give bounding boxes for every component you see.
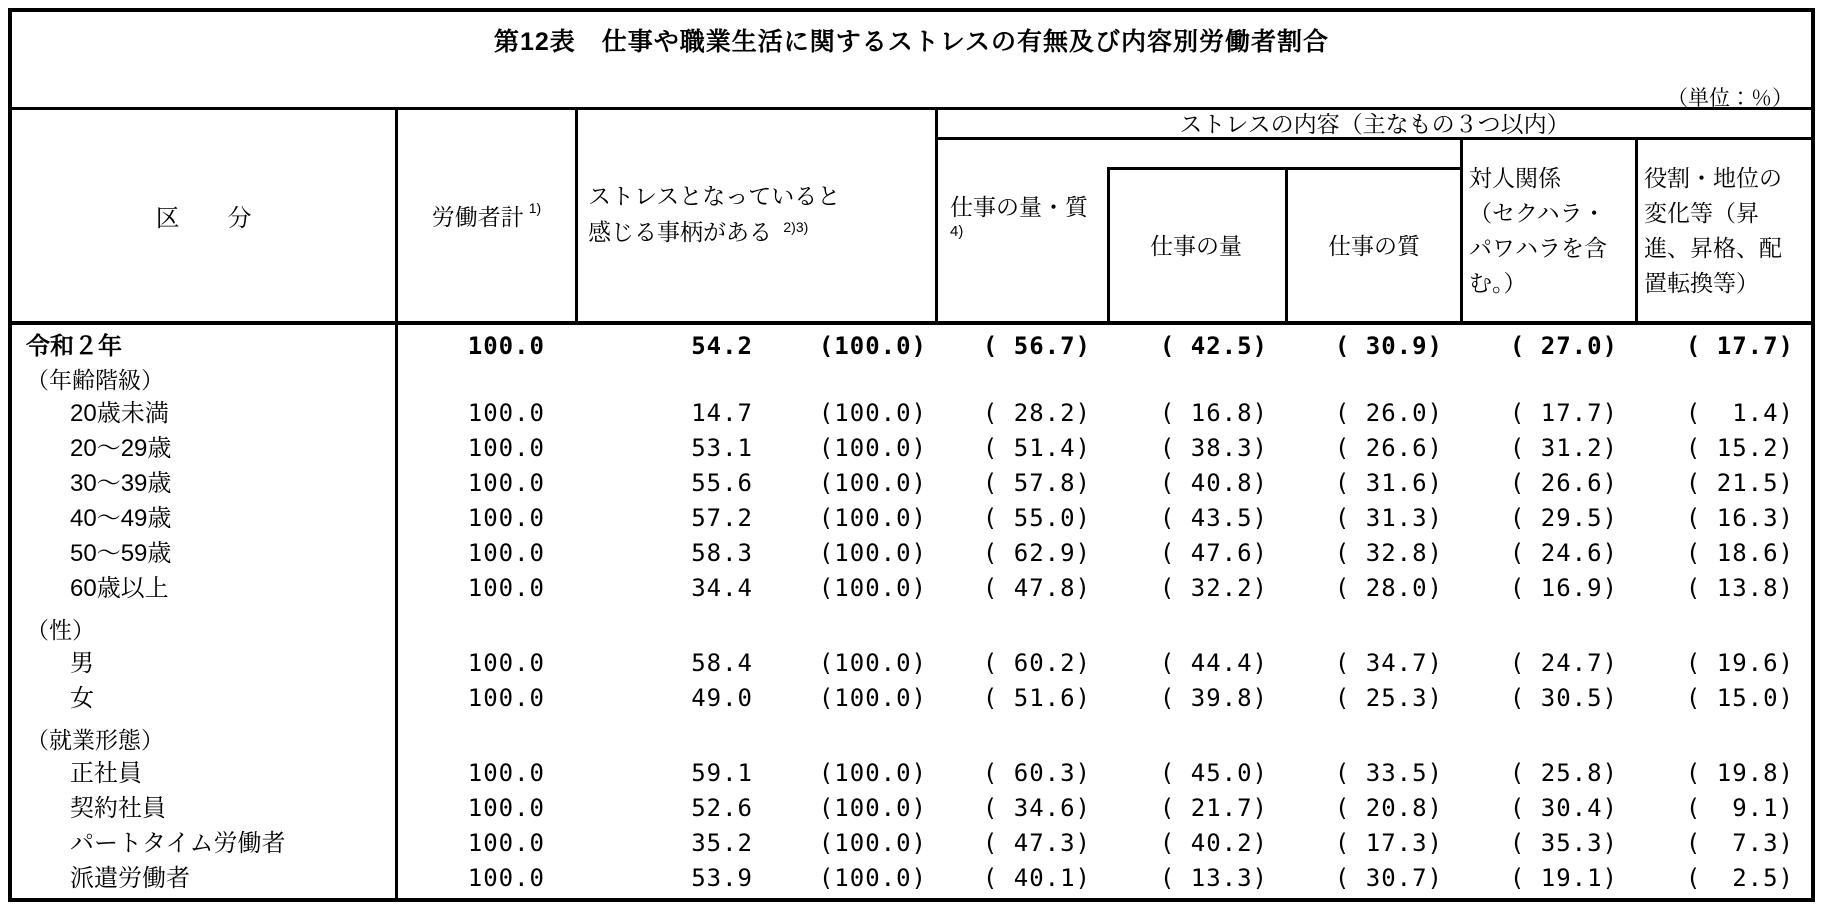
cell-value: ( 60.3) bbox=[982, 759, 1091, 787]
cell-value: ( 35.3) bbox=[1509, 829, 1618, 857]
cell-value: ( 15.0) bbox=[1685, 684, 1794, 712]
rows-container bbox=[12, 329, 1811, 896]
table-row bbox=[12, 431, 1811, 466]
table-row bbox=[12, 396, 1811, 431]
cell-value: (100.0) bbox=[818, 759, 927, 787]
row-label: 令和２年 bbox=[26, 333, 122, 360]
cell-value: (100.0) bbox=[818, 574, 927, 602]
column-divider-line bbox=[1635, 140, 1638, 321]
col-header-work-quality: 仕事の質 bbox=[1328, 232, 1420, 259]
table-row bbox=[12, 756, 1811, 791]
cell-value: 52.6 bbox=[691, 794, 753, 822]
table-row bbox=[12, 861, 1811, 896]
cell-value: ( 40.2) bbox=[1159, 829, 1268, 857]
cell-value: ( 34.6) bbox=[982, 794, 1091, 822]
cell-value: ( 1.4) bbox=[1685, 399, 1794, 427]
table-row bbox=[12, 501, 1811, 536]
table-row bbox=[12, 571, 1811, 606]
cell-value: 14.7 bbox=[691, 399, 753, 427]
cell-value: ( 26.6) bbox=[1509, 469, 1618, 497]
cell-value: ( 51.4) bbox=[982, 434, 1091, 462]
cell-value: 100.0 bbox=[467, 434, 545, 462]
cell-value: ( 38.3) bbox=[1159, 434, 1268, 462]
stress-exists-line2-wrap bbox=[588, 214, 935, 253]
cell-value: 58.3 bbox=[691, 539, 753, 567]
group-label-row bbox=[12, 364, 1811, 396]
cell-value: 49.0 bbox=[691, 684, 753, 712]
cell-value: ( 44.4) bbox=[1159, 649, 1268, 677]
cell-value: (100.0) bbox=[818, 649, 927, 677]
table-row bbox=[12, 329, 1811, 364]
cell-value: ( 27.0) bbox=[1509, 332, 1618, 360]
cell-value: ( 18.6) bbox=[1685, 539, 1794, 567]
table-row bbox=[12, 646, 1811, 681]
row-label: 派遣労働者 bbox=[70, 865, 190, 892]
col-header-worker-total bbox=[398, 110, 575, 321]
cell-value: ( 30.9) bbox=[1334, 332, 1443, 360]
stats-table bbox=[8, 8, 1815, 902]
cell-value: ( 9.1) bbox=[1685, 794, 1794, 822]
cell-value: (100.0) bbox=[818, 539, 927, 567]
col-header-work-load: 仕事の量 bbox=[1150, 232, 1242, 259]
cell-value: (100.0) bbox=[818, 332, 927, 360]
cell-value: ( 2.5) bbox=[1685, 864, 1794, 892]
col-header-stress-content-group: ストレスの内容（主なもの３つ以内） bbox=[1179, 110, 1570, 137]
col-header-classification: 区 分 bbox=[155, 205, 252, 232]
cell-value: ( 47.8) bbox=[982, 574, 1091, 602]
cell-value: ( 55.0) bbox=[982, 504, 1091, 532]
stress-exists-line2: 感じる事柄がある bbox=[588, 219, 772, 245]
cell-value: ( 32.8) bbox=[1334, 539, 1443, 567]
cell-value: 100.0 bbox=[467, 864, 545, 892]
cell-value: ( 21.7) bbox=[1159, 794, 1268, 822]
table-row bbox=[12, 826, 1811, 861]
cell-value: ( 32.2) bbox=[1159, 574, 1268, 602]
column-divider-line bbox=[1285, 167, 1288, 321]
cell-value: (100.0) bbox=[818, 399, 927, 427]
cell-value: 58.4 bbox=[691, 649, 753, 677]
cell-value: ( 40.1) bbox=[982, 864, 1091, 892]
cell-value: ( 16.9) bbox=[1509, 574, 1618, 602]
cell-value: ( 16.3) bbox=[1685, 504, 1794, 532]
stress-exists-line1: ストレスとなっていると bbox=[588, 183, 841, 209]
cell-value: 35.2 bbox=[691, 829, 753, 857]
cell-value: 100.0 bbox=[467, 649, 545, 677]
cell-value: ( 56.7) bbox=[982, 332, 1091, 360]
column-divider-line bbox=[935, 110, 938, 321]
cell-value: ( 20.8) bbox=[1334, 794, 1443, 822]
cell-value: (100.0) bbox=[818, 684, 927, 712]
col-header-interpersonal: 対人関係 （セクハラ・ パワハラを含 む。） bbox=[1469, 164, 1607, 296]
cell-value: ( 30.7) bbox=[1334, 864, 1443, 892]
cell-value: (100.0) bbox=[818, 829, 927, 857]
cell-value: ( 17.3) bbox=[1334, 829, 1443, 857]
cell-value: ( 40.8) bbox=[1159, 469, 1268, 497]
table-body bbox=[12, 325, 1811, 898]
cell-value: 55.6 bbox=[691, 469, 753, 497]
col-header-stress-exists bbox=[578, 110, 935, 321]
row-label: 女 bbox=[70, 685, 94, 712]
cell-value: 100.0 bbox=[467, 759, 545, 787]
cell-value: ( 24.6) bbox=[1509, 539, 1618, 567]
cell-value: ( 7.3) bbox=[1685, 829, 1794, 857]
group-label: （性） bbox=[26, 617, 95, 643]
column-divider-line bbox=[395, 110, 398, 321]
cell-value: ( 25.8) bbox=[1509, 759, 1618, 787]
cell-value: 100.0 bbox=[467, 469, 545, 497]
stub-divider-line bbox=[395, 325, 398, 898]
row-label: 40～49歳 bbox=[70, 505, 172, 532]
cell-value: ( 21.5) bbox=[1685, 469, 1794, 497]
cell-value: ( 42.5) bbox=[1159, 332, 1268, 360]
row-label: 正社員 bbox=[70, 760, 142, 787]
row-label: パートタイム労働者 bbox=[70, 830, 286, 857]
cell-value: ( 26.6) bbox=[1334, 434, 1443, 462]
cell-value: ( 47.6) bbox=[1159, 539, 1268, 567]
group-label-row bbox=[12, 724, 1811, 756]
cell-value: 53.9 bbox=[691, 864, 753, 892]
cell-value: 100.0 bbox=[467, 332, 545, 360]
col-header-role-change: 役割・地位の 変化等（昇 進、昇格、配 置転換等） bbox=[1644, 164, 1782, 296]
cell-value: ( 25.3) bbox=[1334, 684, 1443, 712]
row-label: 20～29歳 bbox=[70, 435, 172, 462]
cell-value: ( 47.3) bbox=[982, 829, 1091, 857]
cell-value: ( 16.8) bbox=[1159, 399, 1268, 427]
cell-value: (100.0) bbox=[818, 504, 927, 532]
cell-value: ( 62.9) bbox=[982, 539, 1091, 567]
cell-value: ( 39.8) bbox=[1159, 684, 1268, 712]
cell-value: ( 15.2) bbox=[1685, 434, 1794, 462]
col-header-work-load-quality bbox=[938, 140, 1107, 321]
cell-value: ( 13.8) bbox=[1685, 574, 1794, 602]
cell-value: 53.1 bbox=[691, 434, 753, 462]
group-label-row bbox=[12, 614, 1811, 646]
cell-value: ( 28.2) bbox=[982, 399, 1091, 427]
cell-value: 100.0 bbox=[467, 574, 545, 602]
cell-value: 34.4 bbox=[691, 574, 753, 602]
footnote-ref-4: 4) bbox=[950, 223, 964, 240]
table-row bbox=[12, 681, 1811, 716]
cell-value: 100.0 bbox=[467, 399, 545, 427]
footnote-ref-1: 1) bbox=[528, 199, 542, 216]
cell-value: ( 29.5) bbox=[1509, 504, 1618, 532]
table-title: 第12表 仕事や職業生活に関するストレスの有無及び内容別労働者割合 bbox=[493, 28, 1330, 56]
cell-value: 100.0 bbox=[467, 794, 545, 822]
cell-value: ( 17.7) bbox=[1509, 399, 1618, 427]
cell-value: ( 57.8) bbox=[982, 469, 1091, 497]
nested-box-left-line bbox=[1107, 167, 1110, 321]
column-divider-line bbox=[575, 110, 578, 321]
cell-value: ( 43.5) bbox=[1159, 504, 1268, 532]
table-header bbox=[12, 107, 1811, 325]
footnote-ref-2-3: 2)3) bbox=[783, 219, 809, 235]
table-row bbox=[12, 791, 1811, 826]
work-load-quality-label: 仕事の量・質 bbox=[950, 194, 1088, 220]
cell-value: ( 17.7) bbox=[1685, 332, 1794, 360]
cell-value: (100.0) bbox=[818, 794, 927, 822]
cell-value: ( 51.6) bbox=[982, 684, 1091, 712]
cell-value: ( 24.7) bbox=[1509, 649, 1618, 677]
cell-value: 100.0 bbox=[467, 829, 545, 857]
unit-label: （単位：％） bbox=[1667, 87, 1793, 110]
cell-value: ( 28.0) bbox=[1334, 574, 1443, 602]
cell-value: ( 19.8) bbox=[1685, 759, 1794, 787]
group-header-underline bbox=[935, 137, 1811, 140]
cell-value: 100.0 bbox=[467, 539, 545, 567]
table-row bbox=[12, 536, 1811, 571]
cell-value: 100.0 bbox=[467, 504, 545, 532]
group-label: （就業形態） bbox=[26, 727, 164, 753]
cell-value: (100.0) bbox=[818, 434, 927, 462]
cell-value: ( 19.6) bbox=[1685, 649, 1794, 677]
row-label: 契約社員 bbox=[70, 795, 166, 822]
cell-value: ( 31.2) bbox=[1509, 434, 1618, 462]
cell-value: ( 30.5) bbox=[1509, 684, 1618, 712]
row-label: 20歳未満 bbox=[70, 400, 169, 427]
table-row bbox=[12, 466, 1811, 501]
cell-value: ( 45.0) bbox=[1159, 759, 1268, 787]
group-label: （年齢階級） bbox=[26, 367, 164, 393]
row-label: 60歳以上 bbox=[70, 575, 169, 602]
cell-value: 57.2 bbox=[691, 504, 753, 532]
cell-value: ( 19.1) bbox=[1509, 864, 1618, 892]
cell-value: (100.0) bbox=[818, 469, 927, 497]
cell-value: ( 60.2) bbox=[982, 649, 1091, 677]
row-label: 50～59歳 bbox=[70, 540, 172, 567]
cell-value: 59.1 bbox=[691, 759, 753, 787]
cell-value: ( 26.0) bbox=[1334, 399, 1443, 427]
cell-value: 100.0 bbox=[467, 684, 545, 712]
worker-total-label: 労働者計 bbox=[431, 204, 524, 230]
row-label: 男 bbox=[70, 650, 94, 677]
cell-value: ( 13.3) bbox=[1159, 864, 1268, 892]
cell-value: ( 34.7) bbox=[1334, 649, 1443, 677]
row-label: 30～39歳 bbox=[70, 470, 172, 497]
cell-value: (100.0) bbox=[818, 864, 927, 892]
cell-value: ( 30.4) bbox=[1509, 794, 1618, 822]
cell-value: ( 33.5) bbox=[1334, 759, 1443, 787]
cell-value: ( 31.6) bbox=[1334, 469, 1443, 497]
cell-value: 54.2 bbox=[691, 332, 753, 360]
cell-value: ( 31.3) bbox=[1334, 504, 1443, 532]
